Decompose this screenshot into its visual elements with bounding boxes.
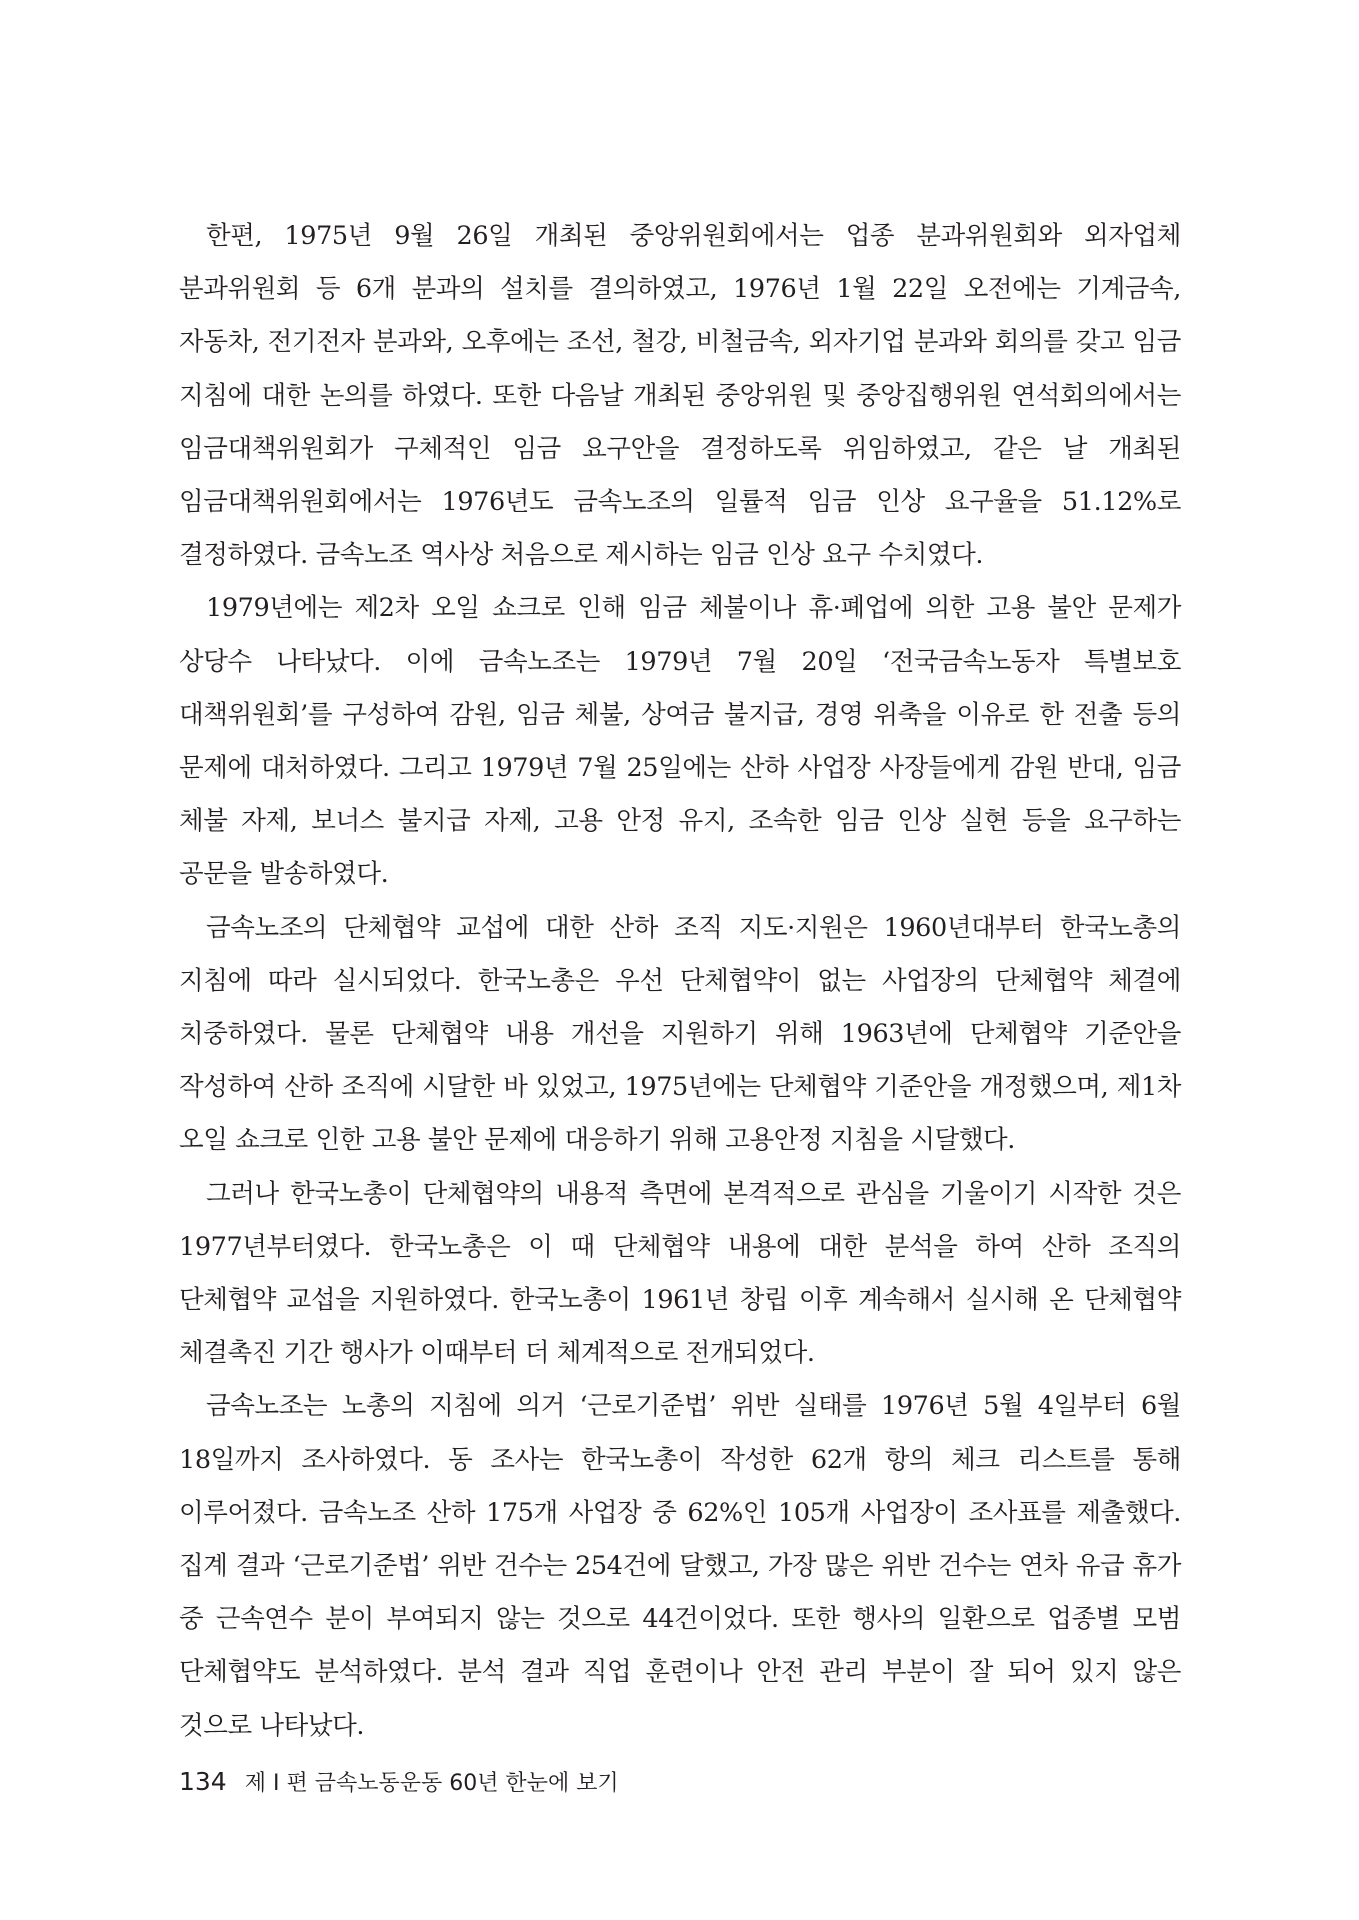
paragraph-3: 금속노조의 단체협약 교섭에 대한 산하 조직 지도·지원은 1960년대부터 한국노총의 지침에 따라 실시되었다. 한국노총은 우선 단체협약이 없는 사업장의 단체협약 체결에 치중하였다. 물론 단체협약 내용 개선을 지원하기 위해 1963년에 단체협약 기준안을 작성하여 산하 조직에 시달한 바 있었고, 1975년에는 단체협약 기준안을 개정했으며, 제1차 오일 쇼크로 인한 고용 불안 문제에 대응하기 위해 고용안정 지침을 시달했다.: [179, 912, 1181, 1156]
paragraph-4: 그러나 한국노총이 단체협약의 내용적 측면에 본격적으로 관심을 기울이기 시작한 것은 1977년부터였다. 한국노총은 이 때 단체협약 내용에 대한 분석을 하여 산하 조직의 단체협약 교섭을 지원하였다. 한국노총이 1961년 창립 이후 계속해서 실시해 온 단체협약 체결촉진 기간 행사가 이때부터 더 체계적으로 전개되었다.: [179, 1178, 1181, 1369]
paragraph-5: 금속노조는 노총의 지침에 의거 ‘근로기준법’ 위반 실태를 1976년 5월 4일부터 6월 18일까지 조사하였다. 동 조사는 한국노총이 작성한 62개 항의 체크 리스트를 통해 이루어졌다. 금속노조 산하 175개 사업장 중 62%인 105개 사업장이 조사표를 제출했다. 집계 결과 ‘근로기준법’ 위반 건수는 254건에 달했고, 가장 많은 위반 건수는 연차 유급 휴가 중 근속연수 분이 부여되지 않는 것으로 44건이었다. 또한 행사의 일환으로 업종별 모범 단체협약도 분석하였다. 분석 결과 직업 훈련이나 안전 관리 부분이 잘 되어 있지 않은 것으로 나타났다.: [179, 1391, 1181, 1741]
paragraph-2: 1979년에는 제2차 오일 쇼크로 인해 임금 체불이나 휴·폐업에 의한 고용 불안 문제가 상당수 나타났다. 이에 금속노조는 1979년 7월 20일 ‘전국금속노동자 특별보호 대책위원회’를 구성하여 감원, 임금 체불, 상여금 불지급, 경영 위축을 이유로 한 전출 등의 문제에 대처하였다. 그리고 1979년 7월 25일에는 산하 사업장 사장들에게 감원 반대, 임금 체불 자제, 보너스 불지급 자제, 고용 안정 유지, 조속한 임금 인상 실현 등을 요구하는 공문을 발송하였다.: [179, 593, 1181, 890]
page-number: 134: [179, 1767, 227, 1796]
paragraph-1: 한편, 1975년 9월 26일 개최된 중앙위원회에서는 업종 분과위원회와 외자업체 분과위원회 등 6개 분과의 설치를 결의하였고, 1976년 1월 22일 오전에는 기계금속, 자동차, 전기전자 분과와, 오후에는 조선, 철강, 비철금속, 외자기업 분과와 회의를 갖고 임금 지침에 대한 논의를 하였다. 또한 다음날 개최된 중앙위원 및 중앙집행위원 연석회의에서는 임금대책위원회가 구체적인 임금 요구안을 결정하도록 위임하였고, 같은 날 개최된 임금대책위원회에서는 1976년도 금속노조의 일률적 임금 인상 요구율을 51.12%로 결정하였다. 금속노조 역사상 처음으로 제시하는 임금 인상 요구 수치였다.: [179, 221, 1181, 571]
body-text: [179, 210, 1181, 1753]
page-footer: [179, 1766, 619, 1797]
running-title: 제 I 편 금속노동운동 60년 한눈에 보기: [244, 1771, 619, 1796]
